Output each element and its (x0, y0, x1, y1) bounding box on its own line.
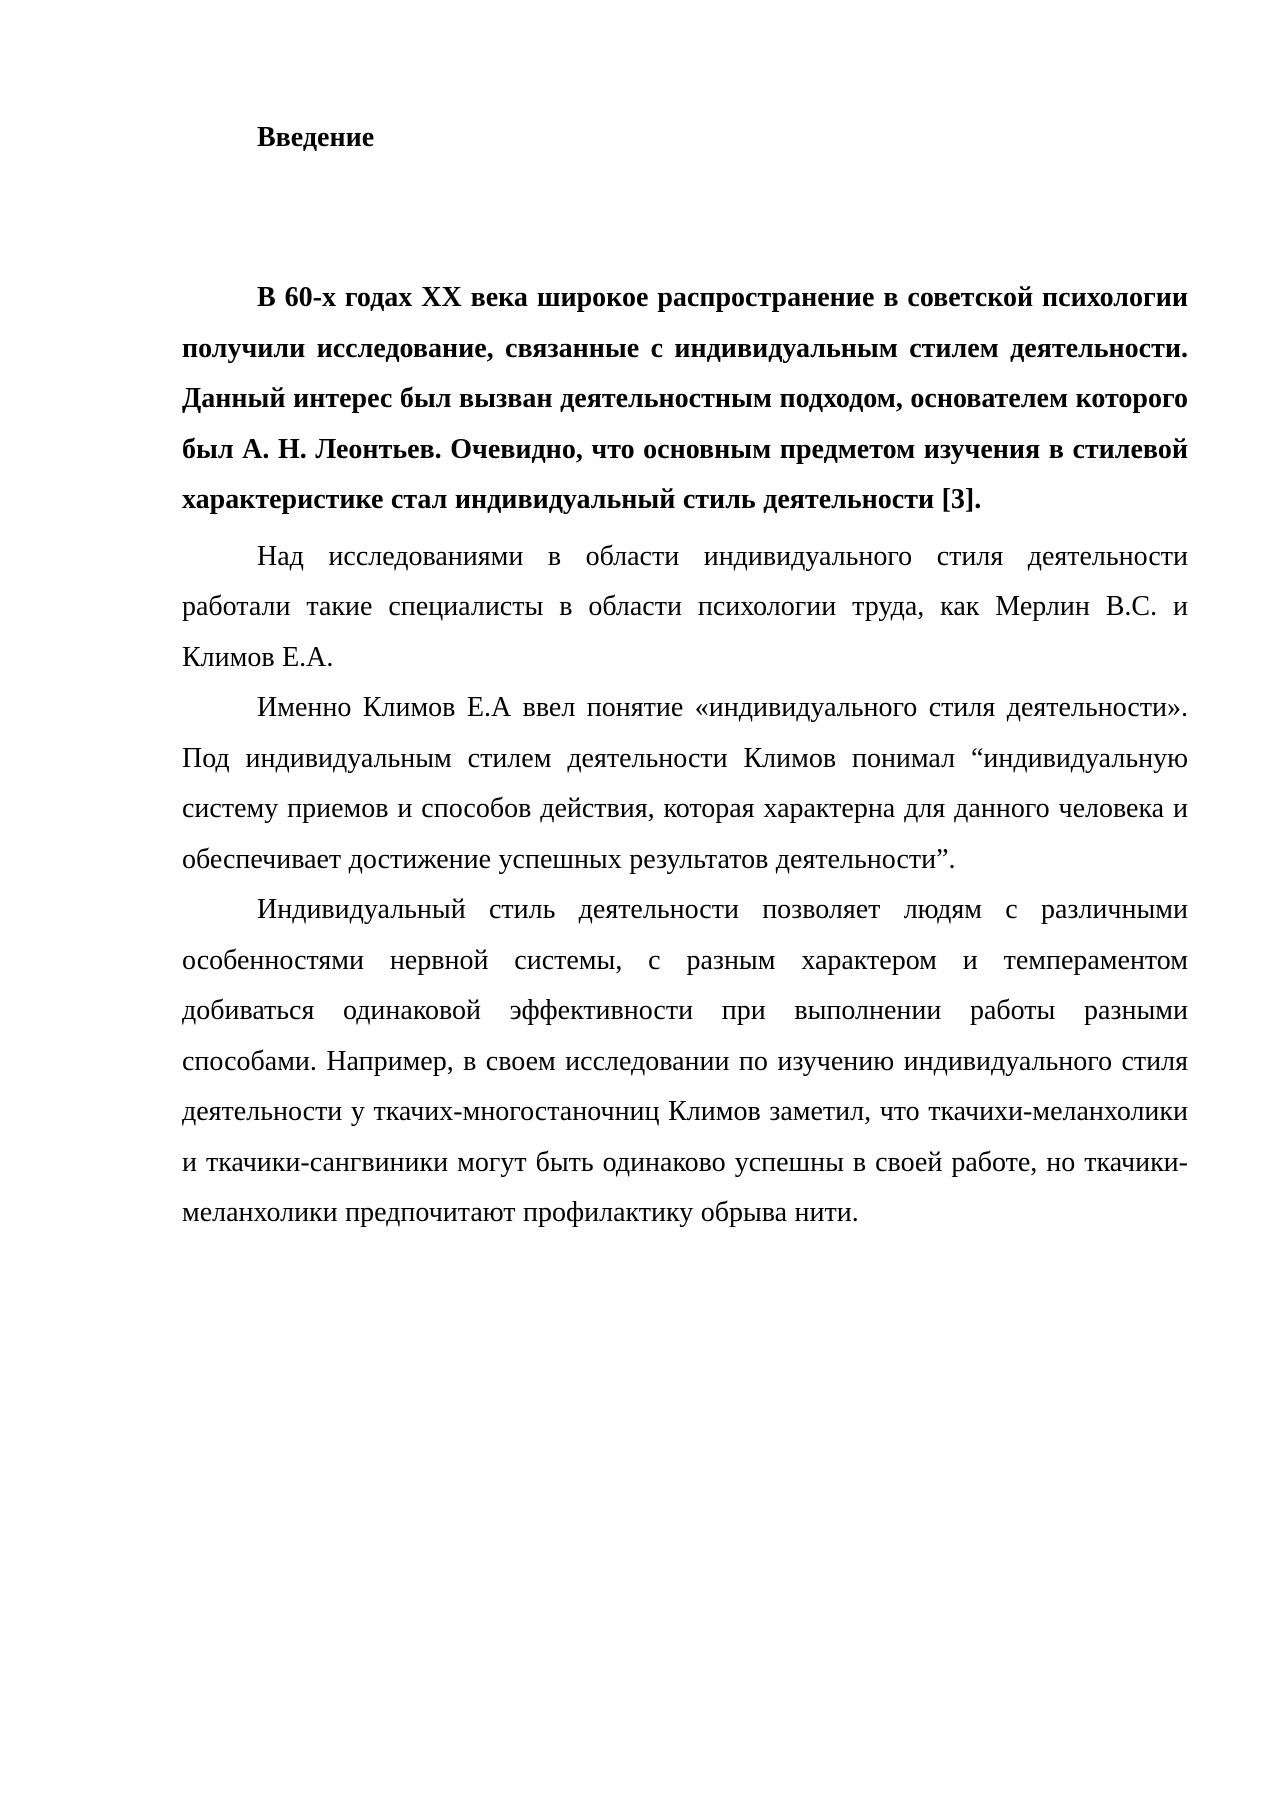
paragraph-researchers: Над исследованиями в области индивидуального стиля деятельности работали такие специалисты в области психологии труда, как Мерлин В.С. и Климов Е.А. (182, 540, 1188, 673)
intro-paragraph: В 60-х годах XX века широкое распространение в советской психологии получили исследование, связанные с индивидуальным стилем деятельности. Данный интерес был вызван деятельностным подходом, основателем которого был А. Н. Леонтьев. Очевидно, что основным предметом изучения в стилевой характеристике стал индивидуальный стиль деятельности [3]. (182, 282, 1188, 515)
section-heading: Введение (257, 122, 375, 153)
paragraph-definition: Именно Климов Е.А ввел понятие «индивидуального стиля деятельности». Под индивидуальным стилем деятельности Климов понимал “индивидуальную систему приемов и способов действия, которая характерна для данного человека и обеспечивает достижение успешных результатов деятельности”. (182, 692, 1188, 875)
paragraph-example: Индивидуальный стиль деятельности позволяет людям с различными особенностями нервной системы, с разным характером и темпераментом добиваться одинаковой эффективности при выполнении работы разными способами. Например, в своем исследовании по изучению индивидуального стиля деятельности у ткачих-многостаночниц Климов заметил, что ткачихи-меланхолики и ткачики-сангвиники могут быть одинаково успешны в своей работе, но ткачики-меланхолики предпочитают профилактику обрыва нити. (182, 894, 1188, 1228)
body-text (182, 273, 1188, 1239)
